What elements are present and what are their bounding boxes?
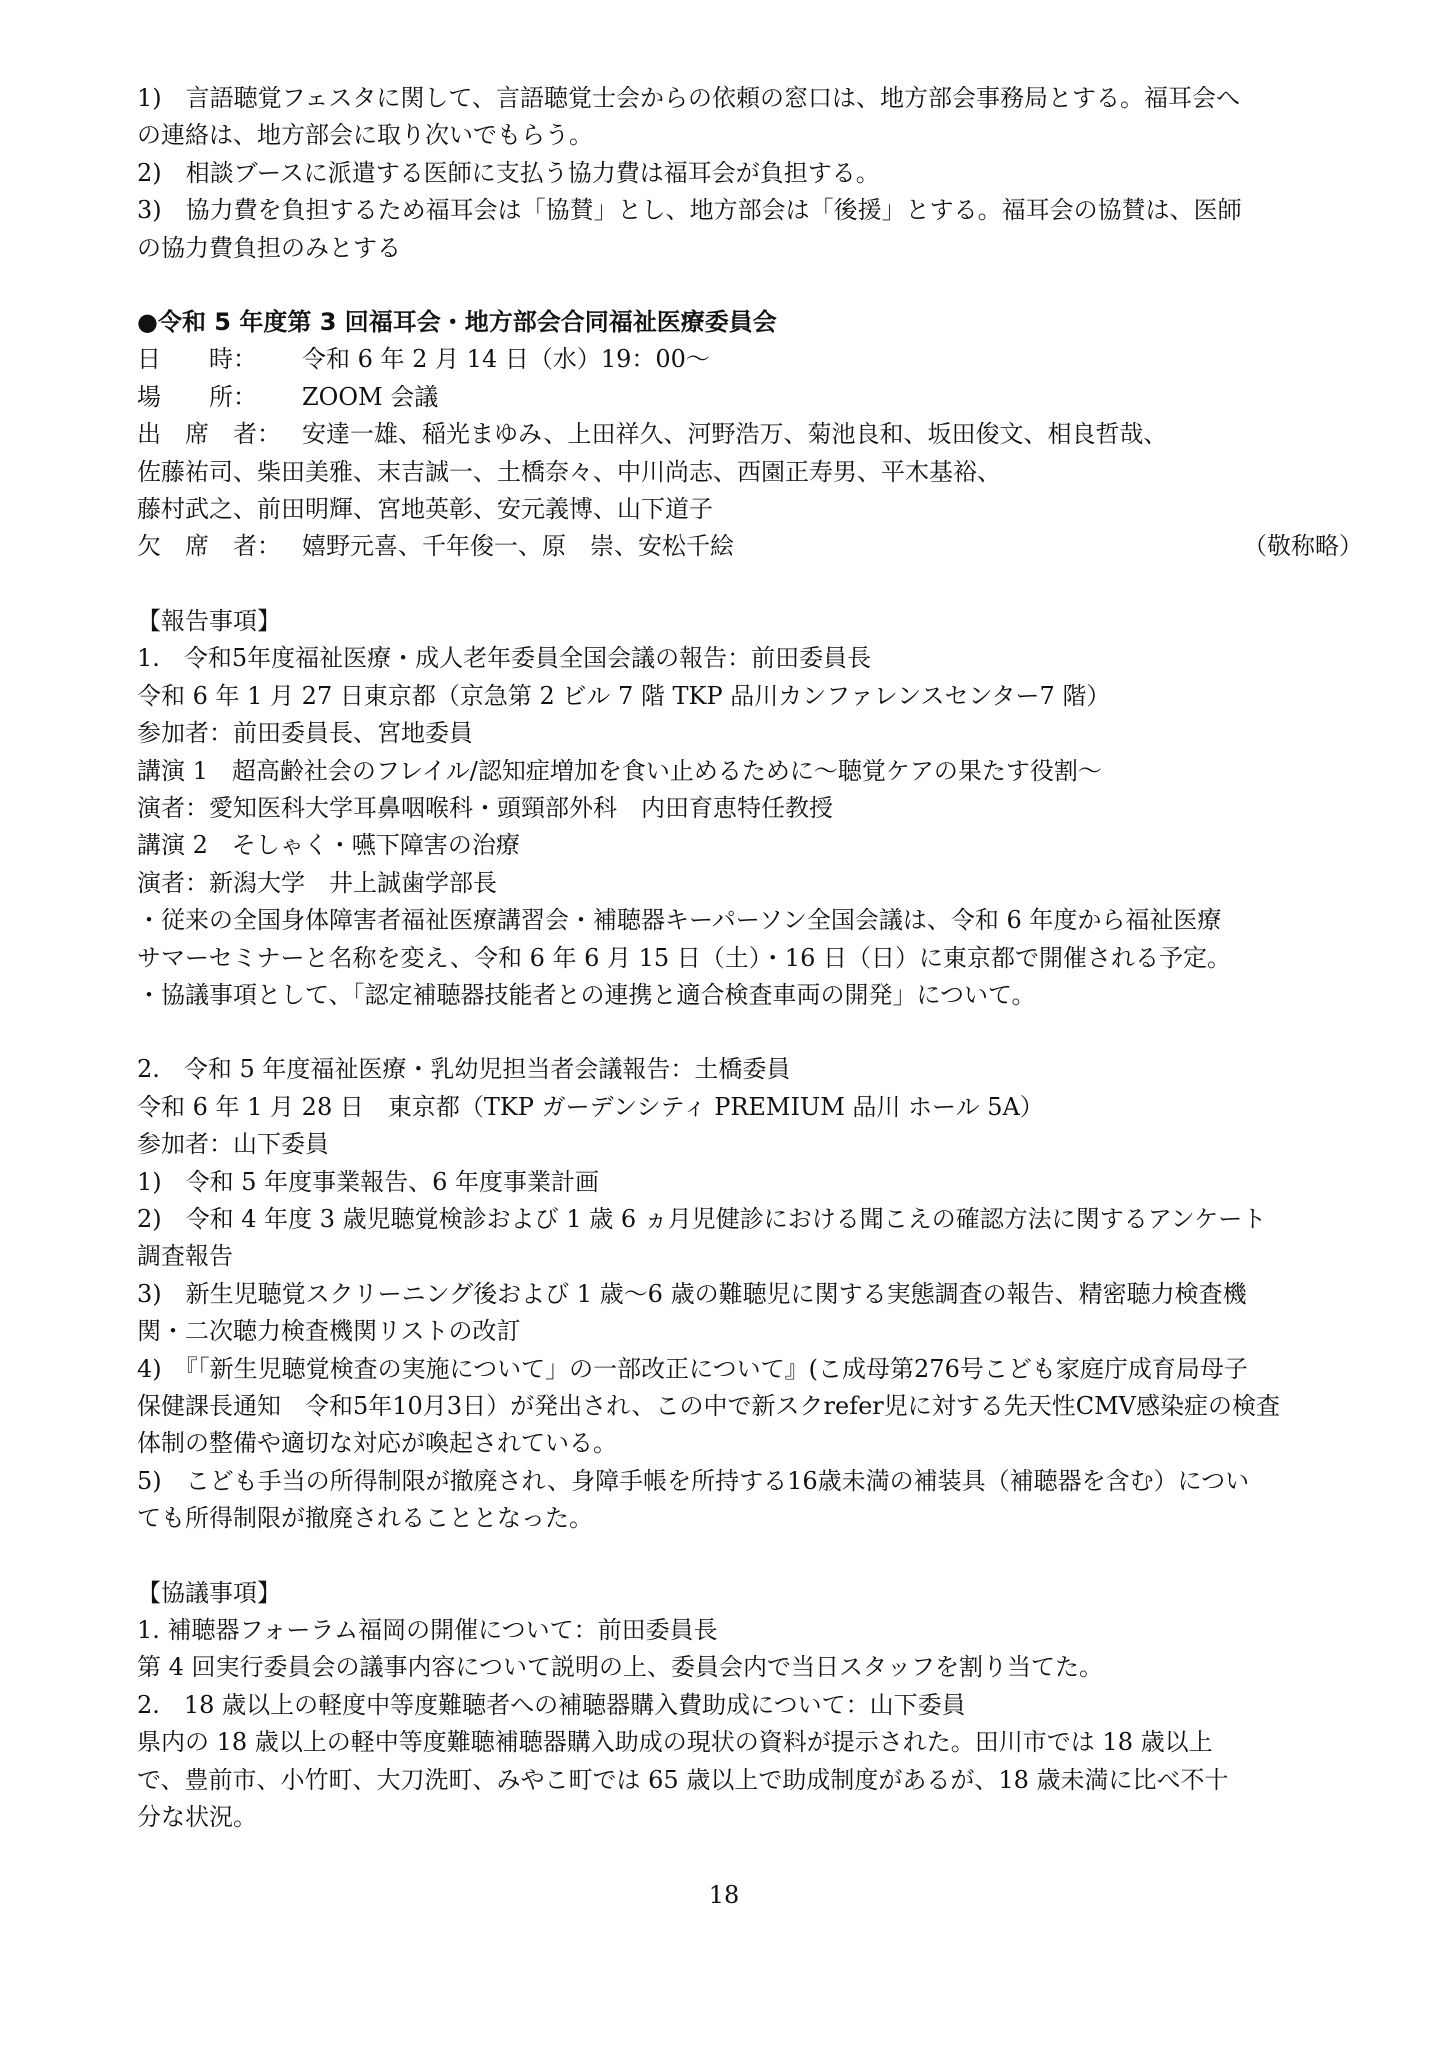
honorific-note: （敬称略） <box>1243 532 1363 561</box>
report-line: 令和 6 年 1 月 27 日東京都（京急第 2 ビル 7 階 TKP 品川カンファレンスセンター7 階） <box>137 681 1111 710</box>
place-label: 場 所： <box>137 382 257 411</box>
document-body <box>137 80 1377 1836</box>
report-line: 1) 令和 5 年度事業報告、6 年度事業計画 <box>137 1167 600 1196</box>
report-line: 2) 令和 4 年度 3 歳児聴覚検診および 1 歳 6 ヵ月児健診における聞こえの確認方法に関するアンケート <box>137 1204 1267 1233</box>
report-line: サマーセミナーと名称を変え、令和 6 年 6 月 15 日（土）・16 日（日）に東京都で開催される予定。 <box>137 943 1231 972</box>
spacer <box>137 1538 1377 1575</box>
meeting-date <box>137 341 1377 378</box>
reports-heading: 【報告事項】 <box>137 606 281 635</box>
date-label: 日 時： <box>137 345 257 374</box>
spacer <box>137 267 1377 304</box>
intro-line: 2) 相談ブースに派遣する医師に支払う協力費は福耳会が負担する。 <box>137 158 880 187</box>
discussion-line: 1. 補聴器フォーラム福岡の開催について：前田委員長 <box>137 1616 718 1645</box>
report-line: 体制の整備や適切な対応が喚起されている。 <box>137 1429 617 1458</box>
report-line: 5) こども手当の所得制限が撤廃され、身障手帳を所持する16歳未満の補装具（補聴器を含む）につい <box>137 1466 1250 1495</box>
page-number: 18 <box>708 1881 740 1909</box>
attendees-line: 藤村武之、前田明輝、宮地英彰、安元義博、山下道子 <box>137 495 713 524</box>
report-line: ・従来の全国身体障害者福祉医療講習会・補聴器キーパーソン全国会議は、令和 6 年度から福祉医療 <box>137 906 1222 935</box>
discussion-line: 県内の 18 歳以上の軽中等度難聴補聴器購入助成の現状の資料が提示された。田川市では 18 歳以上 <box>137 1728 1213 1757</box>
discussion-heading: 【協議事項】 <box>137 1578 281 1607</box>
report-line: 2. 令和 5 年度福祉医療・乳幼児担当者会議報告：土橋委員 <box>137 1055 791 1084</box>
spacer <box>137 1014 1377 1051</box>
report-line: 3) 新生児聴覚スクリーニング後および 1 歳～6 歳の難聴児に関する実態調査の報告、精密聴力検査機 <box>137 1279 1247 1308</box>
discussion-line: 第 4 回実行委員会の議事内容について説明の上、委員会内で当日スタッフを割り当てた。 <box>137 1653 1104 1682</box>
meeting-title: ●令和 5 年度第 3 回福耳会・地方部会合同福祉医療委員会 <box>137 308 777 337</box>
intro-line: の協力費負担のみとする <box>137 233 401 262</box>
report-line: 調査報告 <box>137 1242 233 1271</box>
place-value: ZOOM 会議 <box>302 382 439 411</box>
meeting-info <box>137 304 1377 566</box>
meeting-attendees <box>137 416 1377 453</box>
report-line: 講演 1 超高齢社会のフレイル/認知症増加を食い止めるために～聴覚ケアの果たす役割～ <box>137 756 1102 785</box>
discussion-section <box>137 1575 1377 1837</box>
report-line: 参加者：前田委員長、宮地委員 <box>137 719 473 748</box>
discussion-line: 分な状況。 <box>137 1803 257 1832</box>
report-line: 1. 令和5年度福祉医療・成人老年委員全国会議の報告：前田委員長 <box>137 644 872 673</box>
report-line: 演者：愛知医科大学耳鼻咽喉科・頭頸部外科 内田育恵特任教授 <box>137 793 833 822</box>
report-line: 4) 『「新生児聴覚検査の実施について」の一部改正について』(こ成母第276号こども家庭庁成育局母子 <box>137 1354 1248 1383</box>
absent-value: 嬉野元喜、千年俊一、原 崇、安松千絵 <box>302 532 734 561</box>
intro-line: 3) 協力費を負担するため福耳会は「協賛」とし、地方部会は「後援」とする。福耳会の協賛は、医師 <box>137 196 1242 225</box>
report-line: 参加者：山下委員 <box>137 1130 329 1159</box>
reports-section <box>137 603 1377 1538</box>
intro-line: 1) 言語聴覚フェスタに関して、言語聴覚士会からの依頼の窓口は、地方部会事務局とする。福耳会へ <box>137 84 1240 112</box>
absent-label: 欠 席 者： <box>137 532 281 561</box>
discussion-line: で、豊前市、小竹町、大刀洗町、みやこ町では 65 歳以上で助成制度があるが、18 歳未満に比べ不十 <box>137 1765 1229 1794</box>
report-line: 関・二次聴力検査機関リストの改訂 <box>137 1317 521 1346</box>
report-line: ても所得制限が撤廃されることとなった。 <box>137 1504 593 1533</box>
report-line: 講演 2 そしゃく・嚥下障害の治療 <box>137 831 520 860</box>
report-line: 演者：新潟大学 井上誠歯学部長 <box>137 868 497 897</box>
intro-items <box>137 80 1377 267</box>
report-line: 保健課長通知 令和5年10月3日）が発出され、この中で新スクrefer児に対する先天性CMV感染症の検査 <box>137 1392 1281 1420</box>
meeting-absent <box>137 528 1377 565</box>
attendees-line: 佐藤祐司、柴田美雅、末吉誠一、土橋奈々、中川尚志、西園正寿男、平木基裕、 <box>137 457 1001 486</box>
spacer <box>137 566 1377 603</box>
attendees-line: 安達一雄、稲光まゆみ、上田祥久、河野浩万、菊池良和、坂田俊文、相良哲哉、 <box>302 420 1168 449</box>
attendees-label: 出 席 者： <box>137 420 281 449</box>
report-line: ・協議事項として、「認定補聴器技能者との連携と適合検査車両の開発」について。 <box>137 980 1036 1009</box>
discussion-line: 2. 18 歳以上の軽度中等度難聴者への補聴器購入費助成について：山下委員 <box>137 1690 966 1719</box>
intro-line: の連絡は、地方部会に取り次いでもらう。 <box>137 121 593 150</box>
date-value: 令和 6 年 2 月 14 日（水）19：00～ <box>302 345 710 374</box>
report-line: 令和 6 年 1 月 28 日 東京都（TKP ガーデンシティ PREMIUM 品川 ホール 5A） <box>137 1092 1044 1121</box>
meeting-place <box>137 379 1377 416</box>
